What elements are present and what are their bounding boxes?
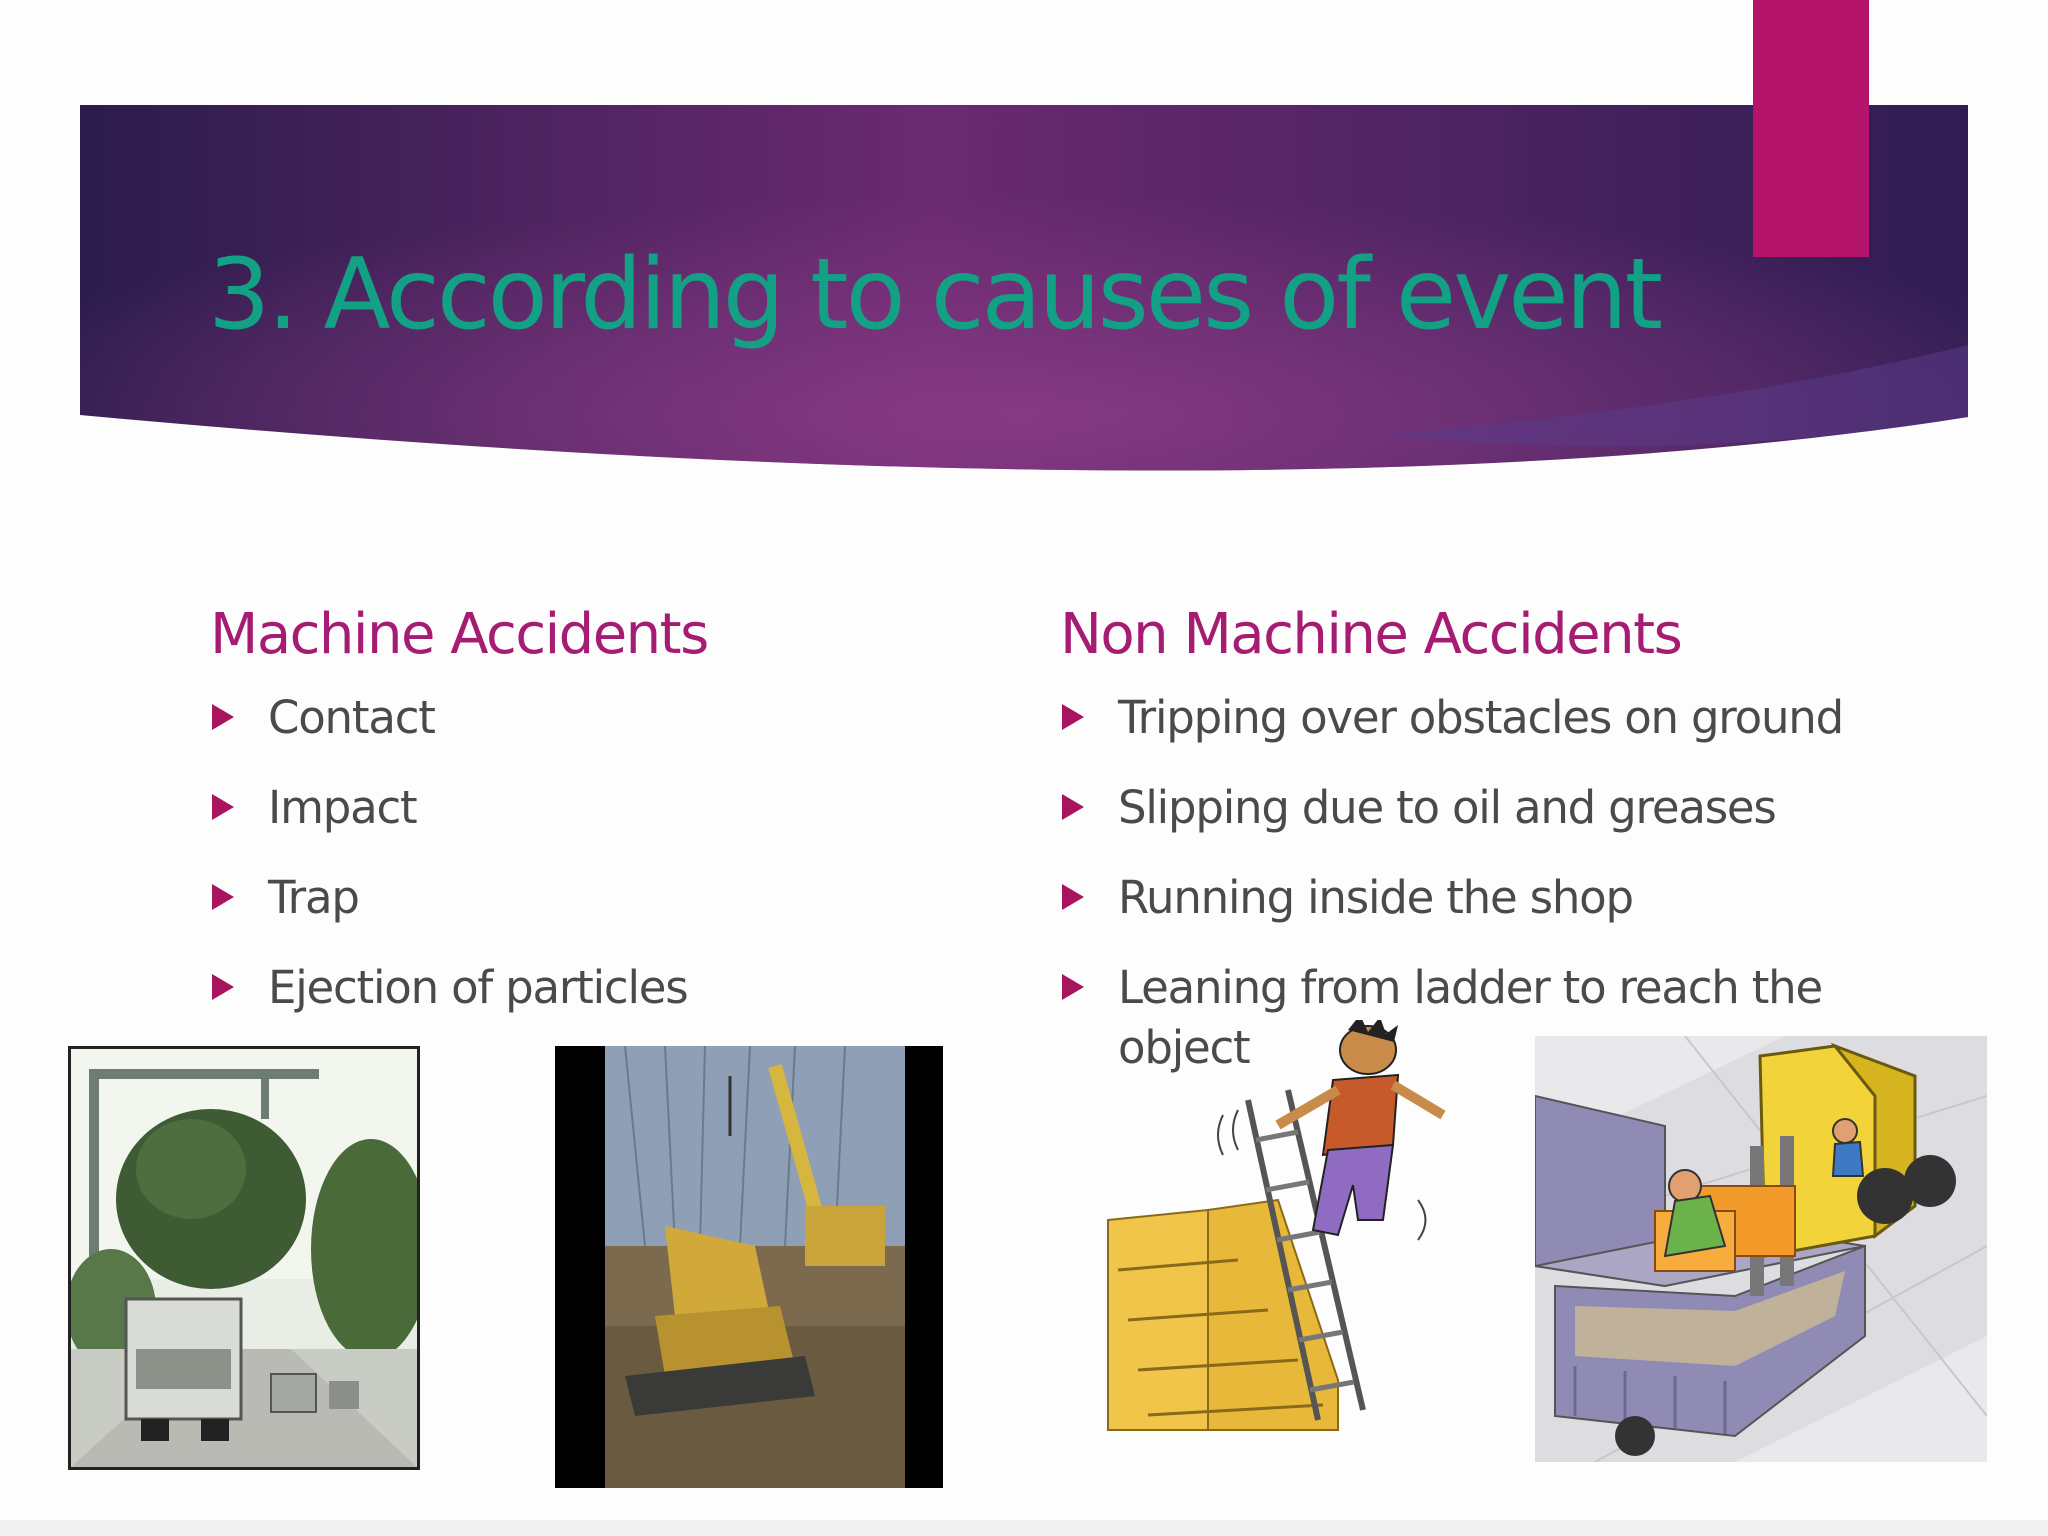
list-item [210,778,990,838]
truck-photo [68,1046,420,1470]
non-machine-accidents-heading: Non Machine Accidents [1060,602,1682,667]
machine-accidents-heading: Machine Accidents [210,602,708,667]
bullet-arrow-icon [212,974,234,1000]
list-item [210,958,990,1018]
bullet-arrow-icon [212,884,234,910]
slide-title: 3. According to causes of event [208,238,1661,352]
bullet-arrow-icon [1062,794,1084,820]
list-item-text: Slipping due to oil and greases [1118,781,1776,834]
excavator-photo [555,1046,943,1488]
machine-accidents-list [210,688,990,1018]
bottom-band [0,1520,2048,1536]
bullet-arrow-icon [1062,884,1084,910]
list-item-text: Leaning from ladder to reach the object [1118,961,1822,1074]
list-item-text: Tripping over obstacles on ground [1118,691,1843,744]
list-item [1060,778,1880,838]
list-item [210,688,990,748]
machine-accidents-column [210,598,990,1048]
forklift-illustration [1535,1036,1987,1462]
bullet-arrow-icon [212,704,234,730]
list-item-text: Impact [268,781,417,834]
ladder-illustration [1098,1020,1448,1432]
list-item-text: Trap [268,871,359,924]
bullet-arrow-icon [1062,974,1084,1000]
list-item [1060,688,1880,748]
list-item-text: Contact [268,691,435,744]
bullet-arrow-icon [212,794,234,820]
list-item [210,868,990,928]
accent-bar [1753,0,1869,257]
list-item-text: Running inside the shop [1118,871,1633,924]
list-item [1060,868,1880,928]
bullet-arrow-icon [1062,704,1084,730]
list-item-text: Ejection of particles [268,961,688,1014]
